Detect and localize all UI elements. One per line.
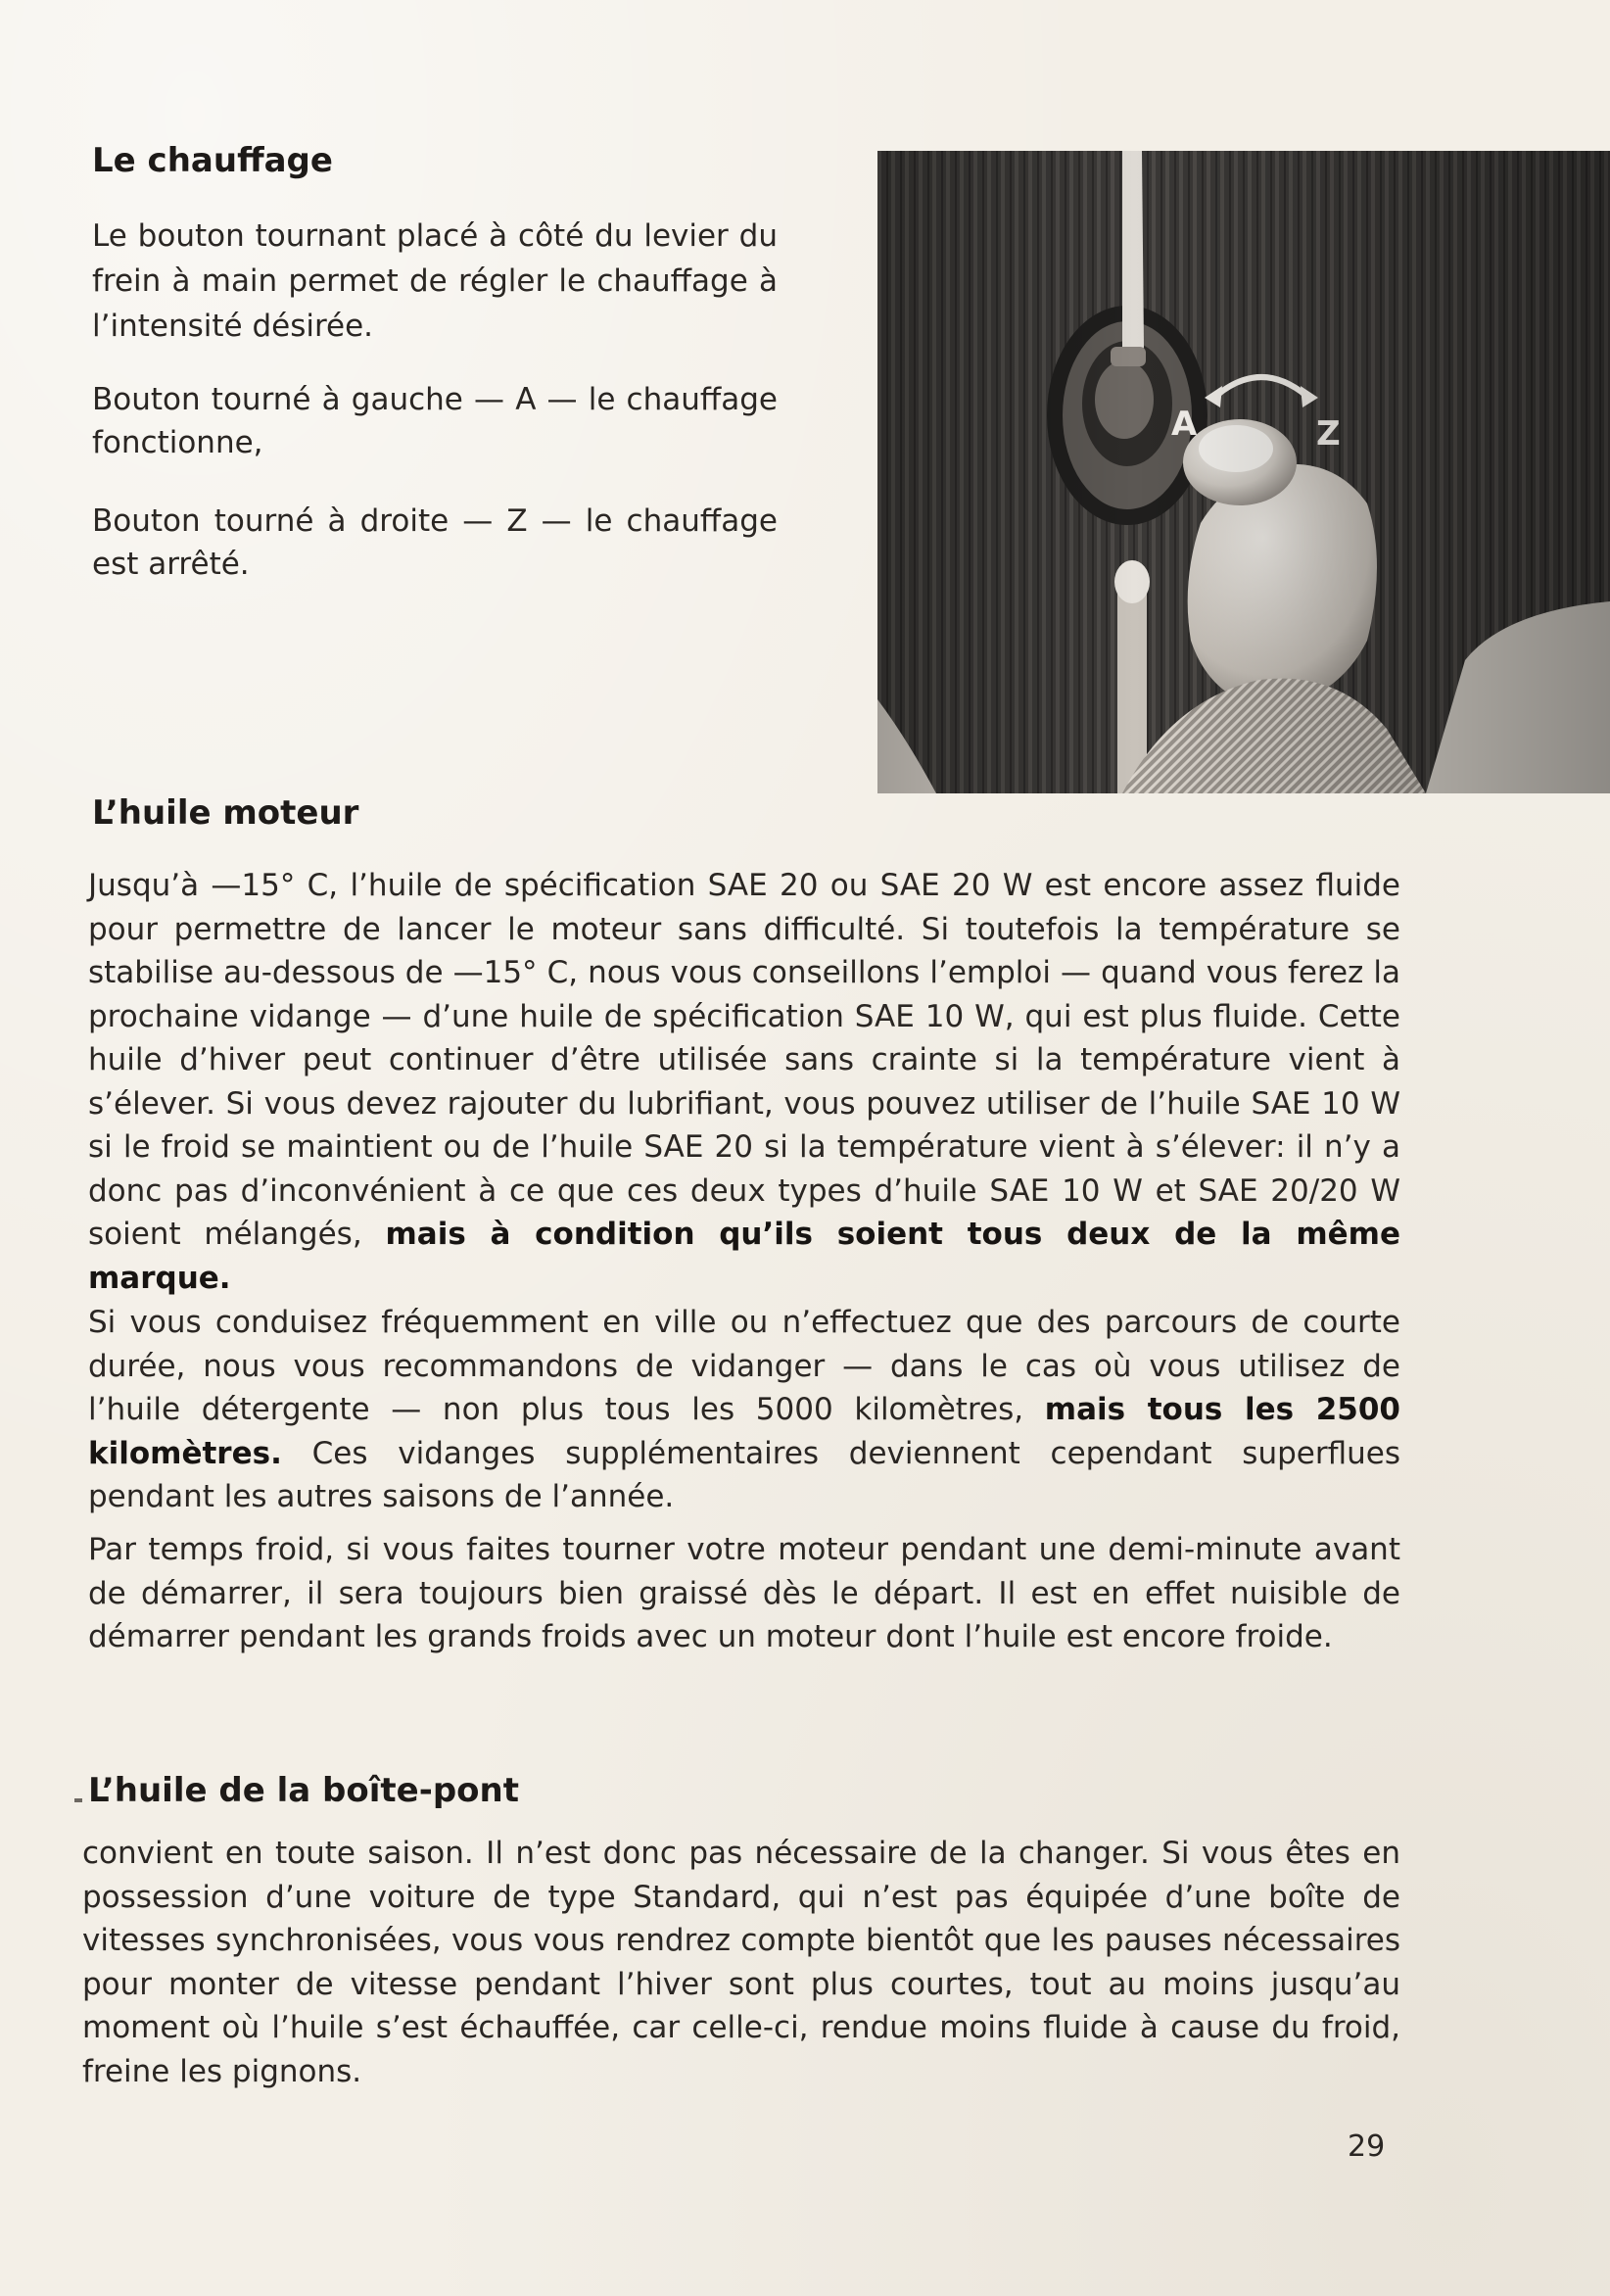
chauffage-paragraph-1: Le bouton tournant placé à côté du levier du frein à main permet de régler le chauffage à l’intensité désirée. — [92, 218, 778, 344]
huile-moteur-paragraph-2-bold: mais tous les 2500 kilomètres. — [88, 1392, 1400, 1471]
chauffage-paragraph-3: Bouton tourné à droite — Z — le chauffage est arrêté. — [92, 503, 778, 582]
margin-mark — [74, 1798, 82, 1802]
huile-moteur-paragraph-2 — [88, 1301, 1400, 1519]
chauffage-paragraph-2: Bouton tourné à gauche — A — le chauffage fonctionne, — [92, 382, 778, 460]
section-title-chauffage: Le chauffage — [92, 141, 333, 180]
page-number: 29 — [1348, 2129, 1386, 2164]
huile-moteur-paragraph-3: Par temps froid, si vous faites tourner votre moteur pendant une demi-minute avant de démarrer, il sera toujours bien graissé dès le départ. Il est en effet nuisible de démarrer pendant les grands froids avec un moteur dont l’huile est encore froide. — [88, 1532, 1400, 1654]
section-title-boite-pont: L’huile de la boîte-pont — [88, 1771, 519, 1810]
section-title-huile-moteur: L’huile moteur — [92, 793, 359, 833]
huile-moteur-paragraph-1-bold: mais à condition qu’ils soient tous deux de la même marque. — [88, 1217, 1400, 1296]
huile-moteur-paragraph-2-end: Ces vidanges supplémentaires deviennent cependant superflues pendant les autres saisons de l’année. — [88, 1435, 1400, 1514]
boite-pont-paragraph-1: convient en toute saison. Il n’est donc pas nécessaire de la changer. Si vous êtes en possession d’une voiture de type Standard, qui n’est pas équipée d’une boîte de vitesses synchronisées, vous vous rendrez compte bientôt que les pauses nécessaires pour monter de vitesse pendant l’hiver sont plus courtes, tout au moins jusqu’au moment où l’huile s’est échauffée, car celle-ci, rendue moins fluide à cause du froid, freine les pignons. — [82, 1836, 1400, 2089]
huile-moteur-paragraph-2-text: Si vous conduisez fréquemment en ville ou n’effectuez que des parcours de courte durée, nous vous recommandons de vidanger — dans le cas où vous utilisez de l’huile détergente — non plus tous les 5000 kilomètres, — [88, 1305, 1400, 1427]
huile-moteur-paragraph-1 — [88, 864, 1400, 1300]
heater-knob-photo — [877, 151, 1610, 793]
huile-moteur-paragraph-1-text: Jusqu’à —15° C, l’huile de spécification SAE 20 ou SAE 20 W est encore assez fluide pour permettre de lancer le moteur sans difficulté. Si toutefois la température se stabilise au-dessous de —15° C, nous vous conseillons l’emploi — quand vous ferez la prochaine vidange — d’une huile de spécification SAE 10 W, qui est plus fluide. Cette huile d’hiver peut continuer d’être utilisée sans crainte si la température vient à s’élever. Si vous devez rajouter du lubrifiant, vous pouvez utiliser de l’huile SAE 10 W si le froid se maintient ou de l’huile SAE 20 si la température vient à s’élever: il n’y a donc pas d’inconvénient à ce que ces deux types d’huile SAE 10 W et SAE 20/20 W soient mélangés, — [88, 868, 1400, 1252]
